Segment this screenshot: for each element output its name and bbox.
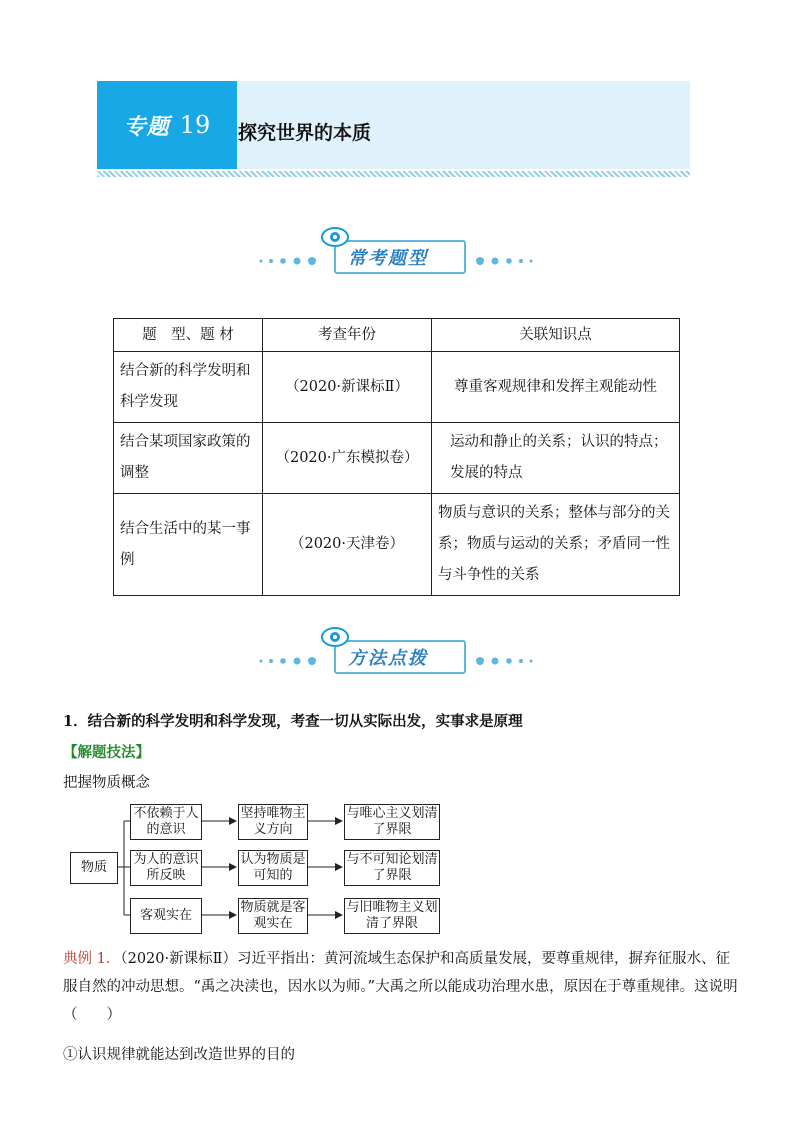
diagram-attribute: 客观实在 bbox=[130, 898, 202, 934]
diagram-attribute: 为人的意识所反映 bbox=[130, 850, 202, 886]
page-title: 探究世界的本质 bbox=[238, 122, 372, 144]
table-row bbox=[114, 494, 680, 596]
example-label: 典例 1． bbox=[63, 951, 121, 967]
banner-divider bbox=[97, 171, 690, 177]
table-cell-points: 运动和静止的关系；认识的特点；发展的特点 bbox=[432, 423, 680, 494]
diagram-distinction: 与旧唯物主义划清了界限 bbox=[344, 898, 440, 934]
section-heading-methods bbox=[258, 626, 538, 684]
decorative-dots-right bbox=[472, 256, 534, 266]
table-cell-points: 物质与意识的关系；整体与部分的关系；物质与运动的关系；矛盾同一性与斗争性的关系 bbox=[432, 494, 680, 596]
topic-badge bbox=[97, 81, 237, 169]
table-cell-points: 尊重客观规律和发挥主观能动性 bbox=[432, 352, 680, 423]
decorative-dots-right bbox=[472, 656, 534, 666]
table-cell-topic: 结合某项国家政策的调整 bbox=[114, 423, 263, 494]
section-heading-common-types bbox=[258, 226, 538, 284]
diagram-stance: 坚持唯物主义方向 bbox=[238, 804, 308, 840]
table-header-cell: 关联知识点 bbox=[432, 319, 680, 352]
diagram-distinction: 与不可知论划清了界限 bbox=[344, 850, 440, 886]
item-subtitle: 把握物质概念 bbox=[63, 775, 150, 791]
topic-number: 19 bbox=[179, 111, 211, 139]
answer-option: ①认识规律就能达到改造世界的目的 bbox=[63, 1047, 295, 1063]
topic-label: 专题 bbox=[123, 113, 170, 140]
diagram-attribute: 不依赖于人的意识 bbox=[130, 804, 202, 840]
diagram-root-matter: 物质 bbox=[70, 852, 118, 884]
section-title: 方法点拨 bbox=[348, 648, 428, 669]
table-cell-year: （2020·天津卷） bbox=[263, 494, 432, 596]
example-text: （2020·新课标Ⅱ）习近平指出：黄河流域生态保护和高质量发展，要尊重规律，摒弃征服水、征服自然的冲动思想。“禹之决渎也，因水以为师。”大禹之所以能成功治理水患，原因在于尊重规律。这说明（ ） bbox=[63, 951, 738, 1023]
example-paragraph bbox=[63, 945, 743, 1029]
diagram-distinction: 与唯心主义划清了界限 bbox=[344, 804, 440, 840]
table-header-cell: 题 型、题 材 bbox=[114, 319, 263, 352]
header-banner bbox=[97, 81, 690, 169]
technique-label: 【解题技法】 bbox=[63, 744, 150, 761]
decorative-dots-left bbox=[258, 256, 320, 266]
table-header-row bbox=[114, 319, 680, 352]
table-cell-year: （2020·新课标Ⅱ） bbox=[263, 352, 432, 423]
question-type-table bbox=[113, 318, 680, 596]
table-cell-year: （2020·广东模拟卷） bbox=[263, 423, 432, 494]
table-cell-topic: 结合新的科学发明和科学发现 bbox=[114, 352, 263, 423]
table-row bbox=[114, 352, 680, 423]
diagram-stance: 认为物质是可知的 bbox=[238, 850, 308, 886]
table-header-cell: 考查年份 bbox=[263, 319, 432, 352]
eye-icon bbox=[320, 626, 350, 648]
item-heading: 1．结合新的科学发明和科学发现，考查一切从实际出发，实事求是原理 bbox=[63, 713, 523, 730]
matter-concept-diagram bbox=[66, 800, 446, 940]
diagram-stance: 物质就是客观实在 bbox=[238, 898, 308, 934]
decorative-dots-left bbox=[258, 656, 320, 666]
section-title: 常考题型 bbox=[348, 248, 428, 269]
table-cell-topic: 结合生活中的某一事例 bbox=[114, 494, 263, 596]
table-row bbox=[114, 423, 680, 494]
eye-icon bbox=[320, 226, 350, 248]
